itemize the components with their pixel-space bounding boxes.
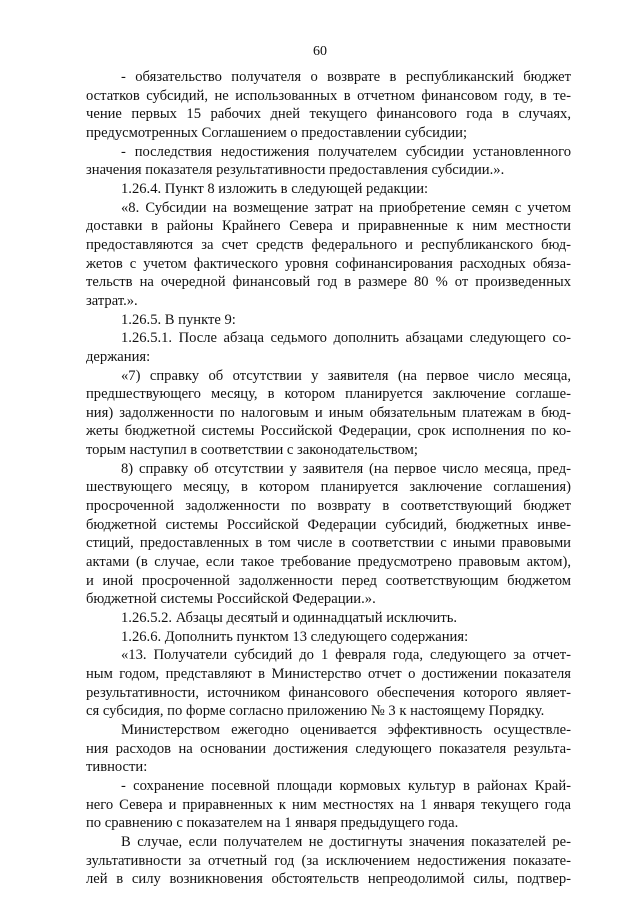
text-line: предоставляются за счет средств федерального и республиканского бюд- (86, 236, 571, 253)
text-line: ся субсидия, по форме согласно приложению № 3 к настоящему Порядку. (86, 703, 545, 720)
text-line: «7) справку об отсутствии у заявителя (на первое число месяца, (121, 367, 571, 384)
text-line: лей в силу возникновения обстоятельств непреодолимой силы, подтвер- (86, 871, 571, 888)
text-line: по сравнению с показателем на 1 января предыдущего года. (86, 815, 459, 832)
text-line: значения показателя результативности предоставления субсидии.». (86, 162, 505, 179)
text-line: шествующего месяцу, в котором планируется заключение соглашения) (86, 479, 571, 496)
text-line: тивности: (86, 759, 148, 776)
text-line: тельств на очередной финансовый год в размере 80 % от произведенных (86, 274, 571, 291)
text-line: зультативности за отчетный год (за исключением недостижения показате- (86, 852, 571, 869)
text-line: затрат.». (86, 292, 138, 309)
page-number: 60 (313, 44, 327, 59)
text-line: чение первых 15 рабочих дней текущего финансового года в случаях, (86, 106, 571, 123)
text-line: 1.26.4. Пункт 8 изложить в следующей редакции: (121, 180, 429, 197)
text-line: Министерством ежегодно оценивается эффективность осуществле- (121, 721, 571, 738)
text-line: предшествующего месяцу, в котором планируется заключение соглаше- (86, 386, 571, 403)
text-line: бюджетной системы Российской Федерации субсидий, бюджетных инве- (86, 516, 571, 533)
text-line: 1.26.5. В пункте 9: (121, 311, 236, 328)
text-line: предусмотренных Соглашением о предоставлении субсидии; (86, 124, 468, 141)
text-line: 1.26.5.1. После абзаца седьмого дополнить абзацами следующего со- (121, 330, 571, 347)
text-line: доставки в районы Крайнего Севера и приравненные к ним местности (86, 218, 571, 235)
text-line: держания: (86, 348, 151, 365)
text-line: остатков субсидий, не использованных в отчетном финансовом году, в те- (86, 87, 571, 104)
text-line: ния) задолженности по налоговым и иным обязательным платежам в бюд- (86, 404, 571, 421)
text-line: 1.26.6. Дополнить пунктом 13 следующего содержания: (121, 628, 469, 645)
text-line: 8) справку об отсутствии у заявителя (на первое число месяца, пред- (121, 460, 571, 477)
text-line: торым наступил в соответствии с законодательством; (86, 442, 418, 459)
text-line: стиций, предоставленных в том числе в соответствии с иными правовыми (86, 535, 571, 552)
text-line: актами (в случае, если такое требование предусмотрено правовым актом), (86, 554, 571, 571)
document-body (86, 68, 571, 889)
text-line: ния расходов на основании достижения следующего показателя результа- (86, 740, 571, 757)
text-line: В случае, если получателем не достигнуты значения показателей ре- (121, 833, 571, 850)
text-line: результативности, источником финансового обеспечения которого являет- (86, 684, 571, 701)
text-line: «8. Субсидии на возмещение затрат на приобретение семян с учетом (121, 199, 571, 216)
text-line: 1.26.5.2. Абзацы десятый и одиннадцатый исключить. (121, 610, 458, 627)
text-line: жеты бюджетной системы Российской Федерации, срок исполнения по ко- (86, 423, 571, 440)
text-line: - обязательство получателя о возврате в республиканский бюджет (121, 69, 571, 85)
text-line: него Севера и приравненных к ним местностях на 1 января текущего года (86, 796, 571, 813)
text-line: просроченной задолженности по возврату в соответствующий бюджет (86, 498, 571, 515)
text-line: ным годом, представляют в Министерство отчет о достижении показателя (86, 666, 571, 682)
text-line: «13. Получатели субсидий до 1 февраля года, следующего за отчет- (121, 647, 571, 664)
text-line: - сохранение посевной площади кормовых культур в районах Край- (121, 777, 571, 794)
text-line: бюджетной системы Российской Федерации.». (86, 591, 376, 608)
text-line: жетов с учетом фактического уровня софинансирования расходных обяза- (86, 255, 571, 272)
text-line: и иной просроченной задолженности перед соответствующим бюджетом (86, 572, 571, 589)
text-line: - последствия недостижения получателем субсидии установленного (121, 143, 571, 160)
